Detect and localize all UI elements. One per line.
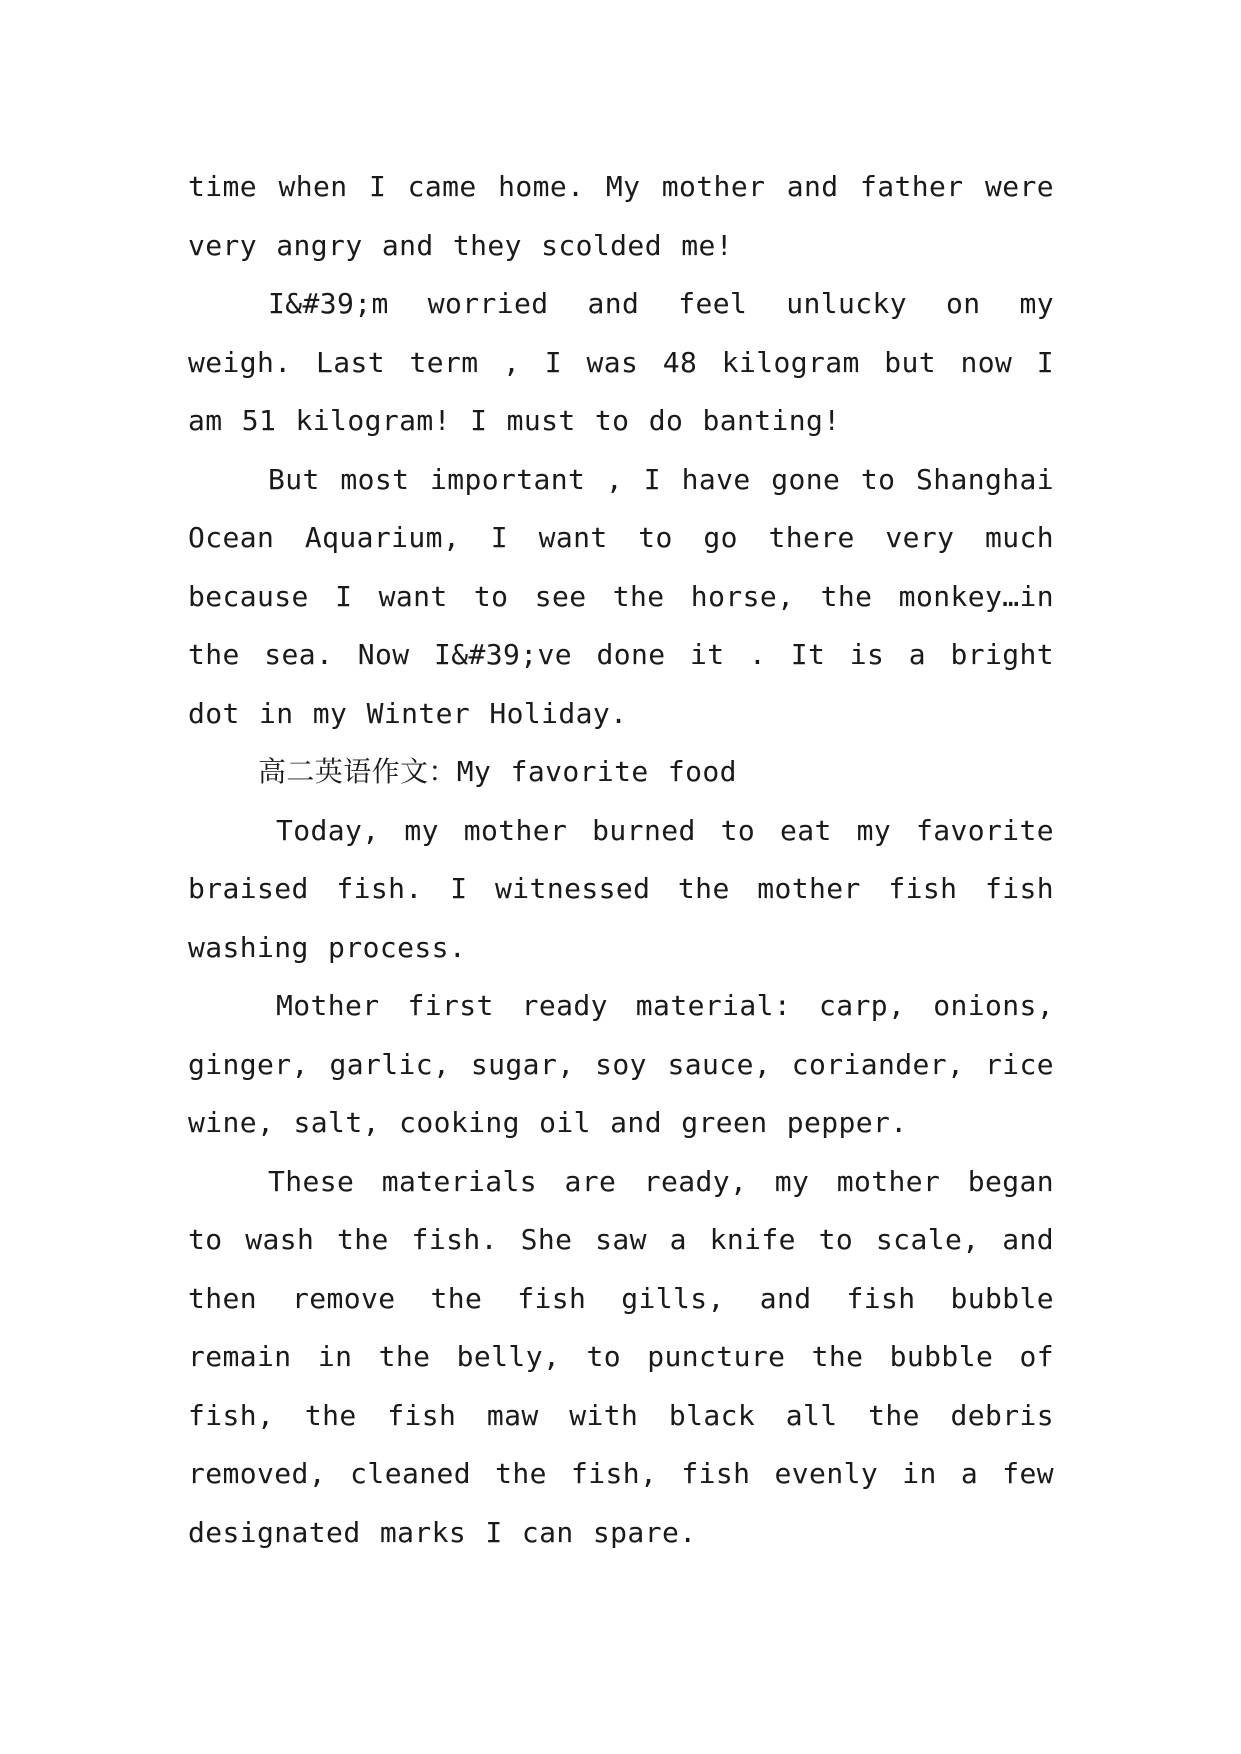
paragraph-continuation: time when I came home. My mother and father were very angry and they scolded me! xyxy=(188,170,1054,262)
document-body xyxy=(188,158,1054,1562)
paragraph-weight: I&#39;m worried and feel unlucky on my weigh. Last term , I was 48 kilogram but now I am 51 kilogram! I must to do banting! xyxy=(188,287,1054,437)
essay-title: 高二英语作文：My favorite food xyxy=(258,755,737,788)
paragraph-washing: These materials are ready, my mother began to wash the fish. She saw a knife to scale, and then remove the fish gills, and fish bubble remain in the belly, to puncture the bubble of fish, the fish maw with black all the debris removed, cleaned the fish, fish evenly in a few designated marks I can spare. xyxy=(188,1164,1054,1549)
paragraph-favorite-fish: Today, my mother burned to eat my favorite braised fish. I witnessed the mother fish fish washing process. xyxy=(188,813,1054,964)
paragraph-aquarium: But most important , I have gone to Shanghai Ocean Aquarium, I want to go there very much because I want to see the horse, the monkey…in the sea. Now I&#39;ve done it . It is a bright dot in my Winter Holiday. xyxy=(188,462,1054,730)
paragraph-materials: Mother first ready material: carp, onions, ginger, garlic, sugar, soy sauce, coriander, rice wine, salt, cooking oil and green pepper. xyxy=(188,989,1054,1139)
